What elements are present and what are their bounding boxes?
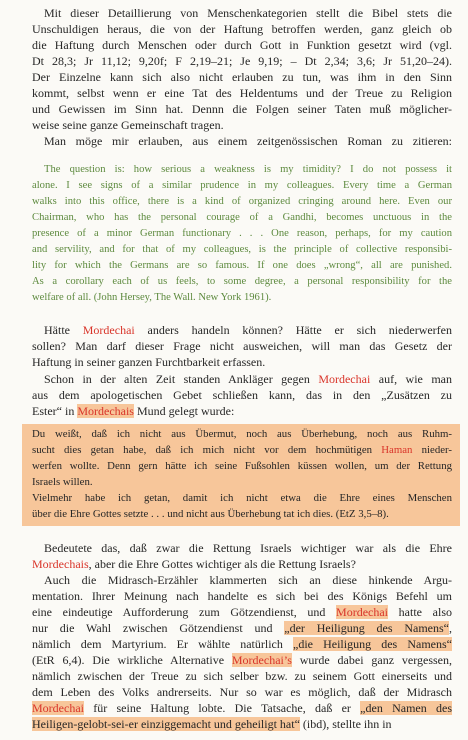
citation: (EtZ 3,5–8).	[333, 508, 389, 520]
text-run: (EtR 6,4). Die wirkliche Alternative	[32, 653, 232, 667]
phrase-highlight: „der Heiligung des Namens“	[284, 621, 449, 635]
quote-line	[32, 443, 452, 458]
text-run: , aber die Ehre Gottes wichtiger als die Rettung Israels?	[88, 557, 356, 571]
quote-line: lity for which the Germans are so famous. If one does „wrong“, all are punished.	[32, 260, 452, 271]
text-run: wurde dabei ganz vergessen,	[291, 653, 452, 667]
text-line: Mit dieser Detaillierung von Menschenkategorien stellt die Bibel stets die	[44, 6, 452, 20]
text-line	[44, 323, 452, 338]
text-line	[32, 404, 452, 419]
text-run: eine eindeutige Aufforderung zum Götzendienst, und	[32, 605, 337, 619]
text-line: Bedeutete das, daß zwar die Rettung Israels wichtiger war als die Ehre	[44, 541, 452, 555]
text-line: Man möge mir erlauben, aus einem zeitgenössischen Roman zu zitieren:	[44, 134, 452, 148]
phrase-highlight: „den Namen des	[360, 701, 452, 715]
name-highlight: Mordechai	[32, 701, 84, 715]
phrase-highlight: Heiligen-gelobt-sei-er einziggemacht und geheiligt hat“	[32, 717, 300, 731]
text-line	[32, 605, 452, 620]
name-highlight: Mordechai	[318, 372, 371, 386]
text-line: Dt 28,3; Jr 11,12; 9,20f; F 2,19–21; Je 9,19; – Dt 2,34; 3,6; Jr 51,20–24).	[32, 54, 452, 68]
quote-line: The question is: how serious a weakness is my timidity? I do not possess it	[44, 164, 452, 175]
text-run: hatte also	[388, 605, 452, 619]
name-highlight: Mordechai	[82, 323, 135, 337]
text-line: Der Einzelne kann sich also nicht erlauben zu tun, was ihm in den Sinn	[32, 70, 452, 84]
quote-line: alone. I see signs of a similar prudence in my colleagues. Every time a German	[32, 180, 452, 191]
quote-line: As a corollary each of us feels, to some degree, a personal responsibility for the	[32, 276, 452, 287]
name-highlight: Mordechai’s	[231, 653, 292, 667]
text-run: Hätte	[44, 323, 83, 337]
text-line	[32, 701, 452, 716]
quote-line: werfen wollte. Denn gern hätte ich seine Fußsohlen küssen wollen, um der Rettung	[32, 460, 452, 472]
text-line: dem Leben des Volks andrerseits. Nur so war es möglich, daß der Midrasch	[32, 685, 452, 699]
text-line: kommt, selbst wenn er eine Tat des Heldentums und der Treue zu Religion	[32, 86, 452, 100]
quote-line: Israels willen.	[32, 476, 93, 488]
text-run: auf, wie man	[370, 372, 452, 386]
text-run: anders handeln können? Hätte er sich niederwerfen	[134, 323, 452, 337]
name-highlight: Mordechais	[32, 557, 89, 571]
text-run: Mund gelegt wurde:	[133, 404, 235, 418]
text-line	[32, 557, 452, 572]
text-line	[44, 372, 452, 387]
quote-line: and servility, and for that of my colleagues, is the principle of collective responsibi-	[32, 244, 452, 255]
text-line: Auch die Midrasch-Erzähler klammerten sich an diese hinkende Argu-	[44, 573, 452, 587]
text-run: (ibd), stellte ihn in	[299, 717, 392, 731]
text-line: aus dem apologetischen Gebet schließen kann, das in den „Zusätzen zu	[32, 388, 452, 402]
quote-line: Vielmehr habe ich getan, damit ich nicht etwa die Ehre eines Menschen	[32, 492, 452, 504]
quote-line: Chairman, who has the personal courage of a Gandhi, becomes unctuous in the	[32, 212, 452, 223]
text-line	[32, 717, 452, 732]
text-run: nämlich dem Martyrium. Er wählte natürlich	[32, 637, 293, 651]
text-line	[32, 621, 452, 636]
phrase-highlight: „die Heiligung des Namens“	[293, 637, 452, 651]
quote-line: presence of a minor German functionary . . . One reason, perhaps, for my caution	[32, 228, 452, 239]
text-line	[32, 653, 452, 668]
text-run: sucht dies getan habe, daß ich mich nicht vor dem hochmütigen	[32, 444, 382, 456]
quote-line	[32, 507, 452, 522]
name-highlight: Haman	[381, 444, 413, 456]
text-run: ,	[449, 621, 452, 635]
quote-line: welfare of all. (John Hersey, The Wall. New York 1961).	[32, 292, 272, 303]
text-line: Unschuldigen heraus, die von der Haftung betroffen werden, ganz gleich ob	[32, 22, 452, 36]
text-line: sollen? Man darf dieser Frage nicht ausweichen, will man das Gesetz der	[32, 339, 452, 353]
text-line: weise seine ganze Gemeinschaft tragen.	[32, 118, 224, 132]
text-line: Haftung in seiner ganzen Furchtbarkeit erfassen.	[32, 355, 266, 369]
quote-line: Du weißt, daß ich nicht aus Übermut, noch aus Überhebung, noch aus Ruhm-	[32, 428, 452, 440]
text-line: mentation. Ihrer Meinung nach handelte es sich bei des Königs Befehl um	[32, 589, 452, 603]
text-line: und Gewissen im Sinn hat. Dennn die Folgen seiner Taten muß möglicher-	[32, 102, 452, 116]
text-run: für seine Haltung lobte. Die Tatsache, daß er	[83, 701, 361, 715]
name-highlight: Mordechai	[336, 605, 389, 619]
text-run: nur die Wahl zwischen Götzendienst und	[32, 621, 285, 635]
text-line: die Haftung durch Menschen oder durch Gott in Funktion gesetzt wird (vgl.	[32, 38, 452, 52]
quote-line: walks into this office, there is a kind of organized cringing around here. Even our	[32, 196, 452, 207]
text-run: Ester“ in	[32, 404, 78, 418]
text-run: über die Ehre Gottes setzte . . . und nicht aus Überhebung tat ich dies.	[32, 508, 334, 520]
name-highlight: Mordechais	[77, 404, 134, 418]
text-line: nämlich zwischen der Treue zu sich selber bzw. zu seinem Gott einerseits und	[32, 669, 452, 683]
text-run: Schon in der alten Zeit standen Ankläger gegen	[44, 372, 319, 386]
text-run: nieder-	[412, 444, 452, 456]
text-line	[32, 637, 452, 652]
